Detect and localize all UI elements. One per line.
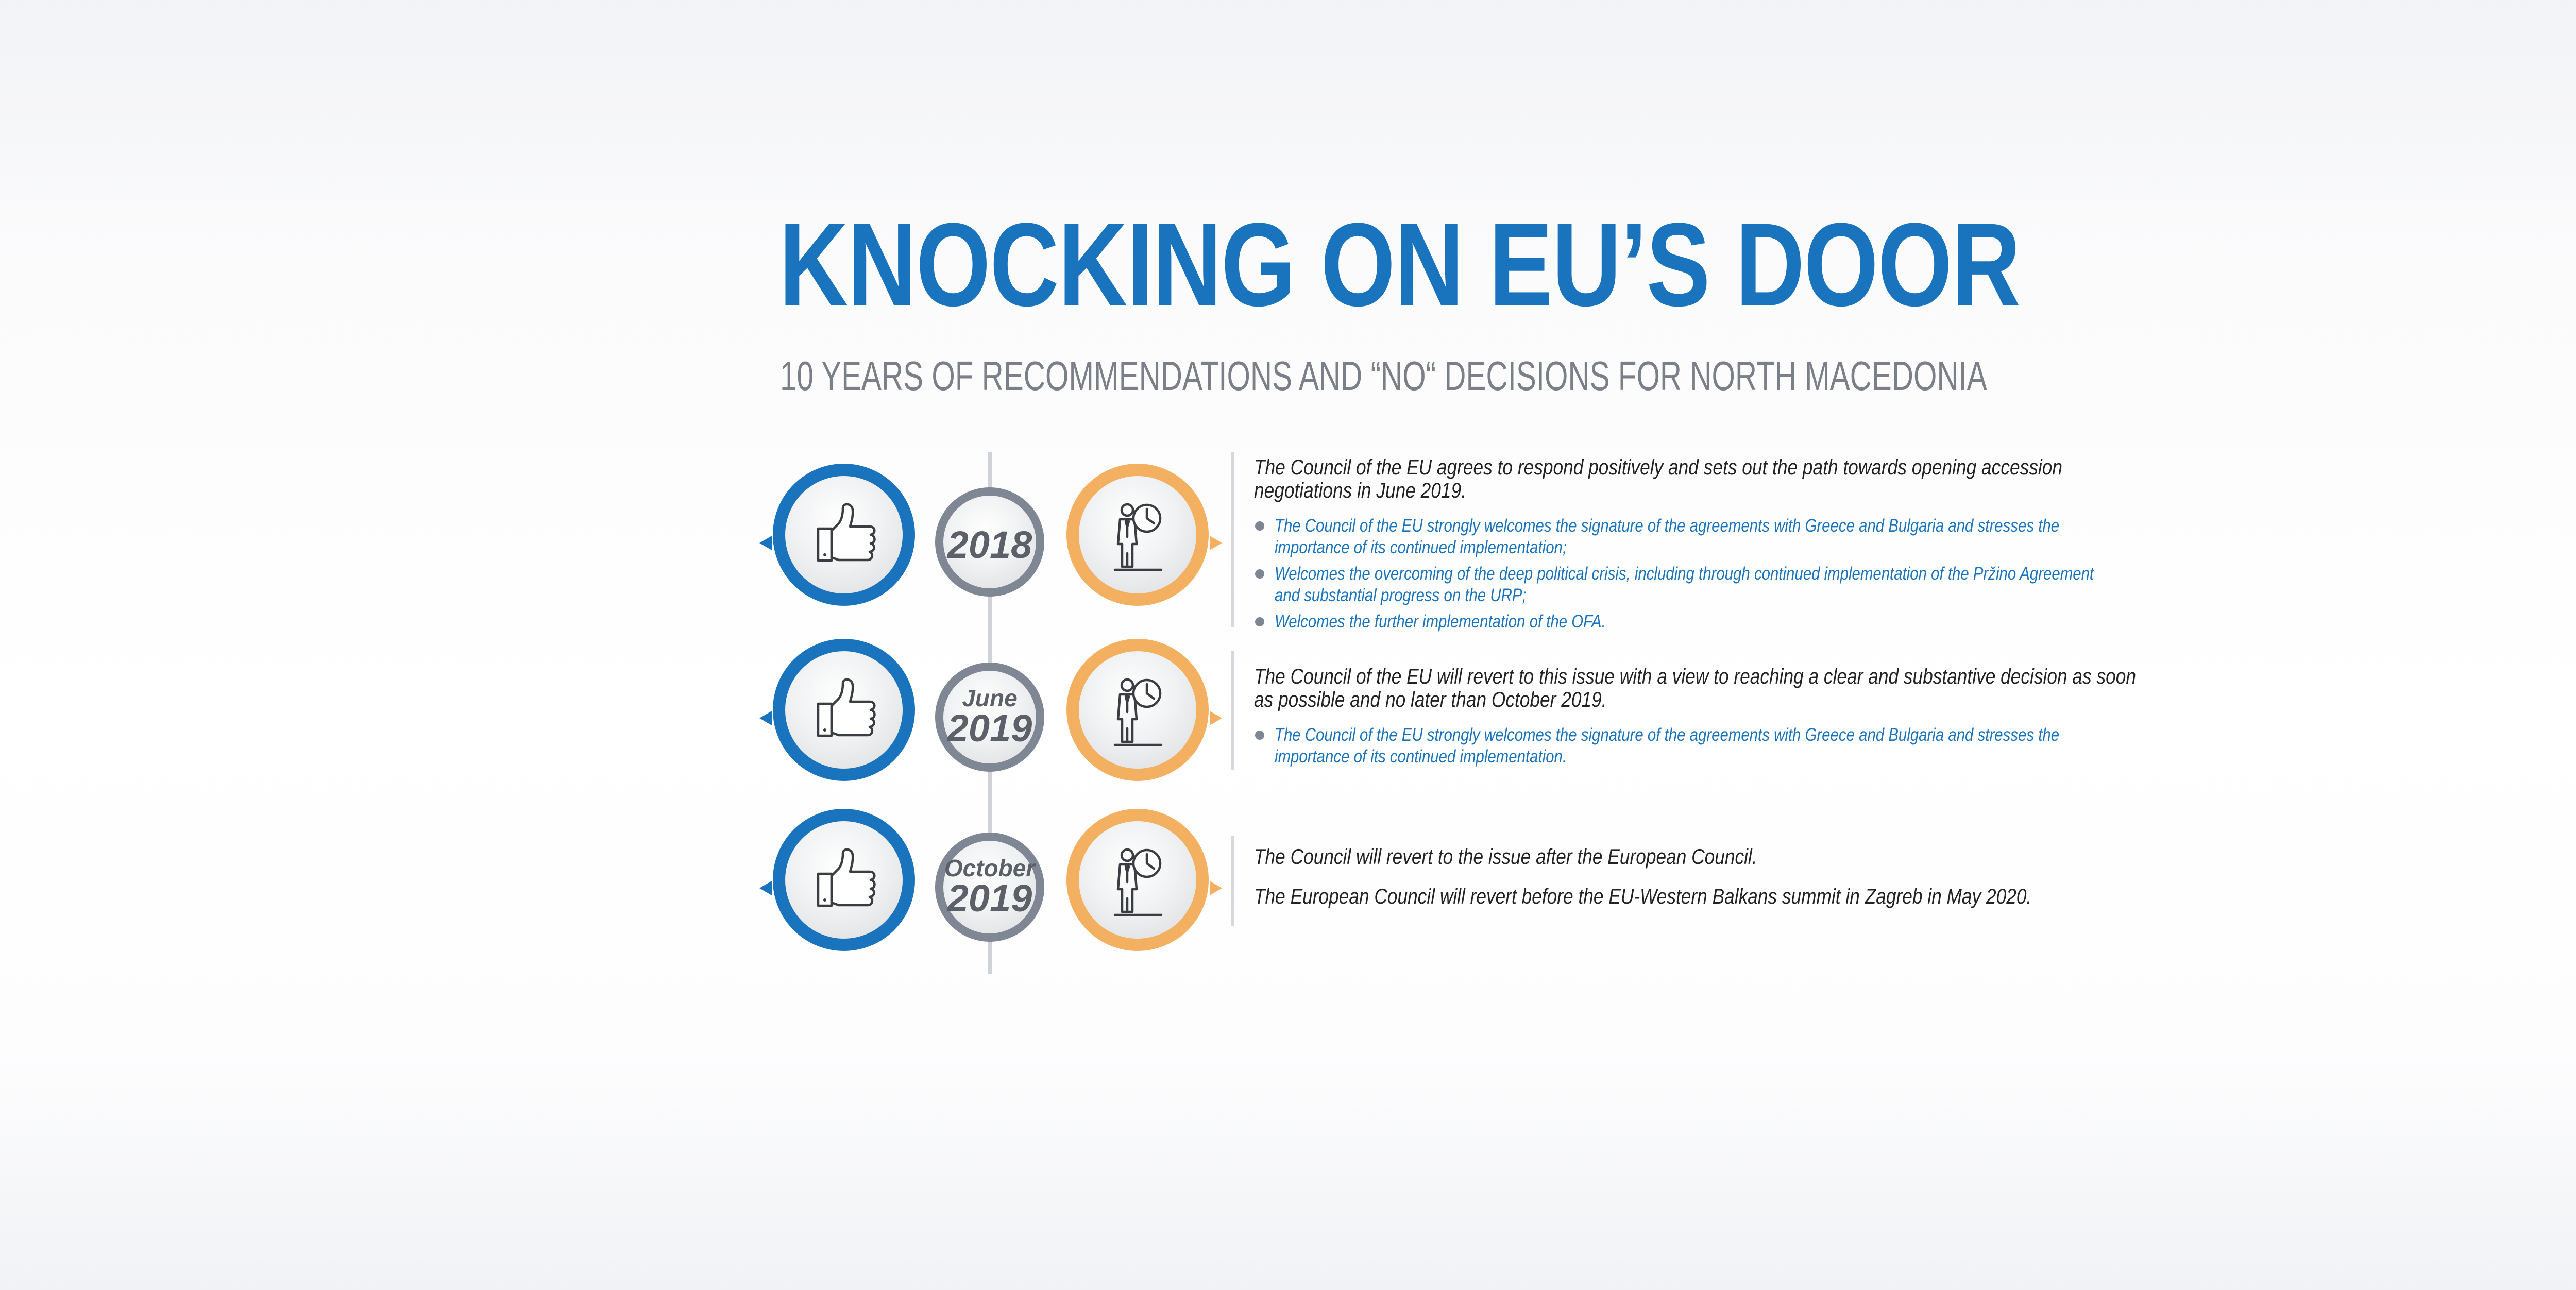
person-clock-icon bbox=[1066, 809, 1209, 951]
divider bbox=[1231, 452, 1234, 627]
year-badge-2018 bbox=[935, 487, 1044, 597]
year-label: 2019 bbox=[947, 707, 1032, 750]
bullet-dot bbox=[1255, 731, 1264, 740]
list-item bbox=[1254, 724, 2161, 768]
page-title: KNOCKING ON EU’S DOOR bbox=[779, 198, 2020, 331]
bullet-dot bbox=[1255, 521, 1264, 531]
thumbs-up-icon bbox=[773, 639, 915, 781]
person-clock-icon bbox=[1066, 639, 1209, 781]
person-clock-icon bbox=[1066, 464, 1209, 606]
entry-2018-text bbox=[1254, 455, 2161, 637]
bullet-dot bbox=[1255, 617, 1264, 626]
year-badge-october-2019 bbox=[935, 833, 1044, 942]
thumbs-up-icon bbox=[773, 809, 915, 951]
month-label: June bbox=[962, 685, 1018, 711]
bullet-list bbox=[1254, 724, 2161, 768]
year-label: 2018 bbox=[947, 523, 1032, 566]
divider bbox=[1231, 651, 1234, 770]
list-item bbox=[1254, 611, 2161, 633]
bullet-text: Welcomes the overcoming of the deep political crisis, including through continued implementation of the Pržino Agreement and substantial progress on the URP; bbox=[1275, 564, 2094, 605]
bullet-dot bbox=[1255, 569, 1264, 579]
divider bbox=[1231, 836, 1234, 926]
year-label: 2019 bbox=[947, 877, 1032, 920]
year-badge-june-2019 bbox=[935, 663, 1044, 772]
bullet-text: Welcomes the further implementation of the OFA. bbox=[1275, 612, 1606, 632]
bullet-list bbox=[1254, 515, 2161, 633]
thumbs-up-icon bbox=[773, 464, 915, 606]
entry-june-2019-text bbox=[1254, 665, 2161, 772]
list-item bbox=[1254, 563, 2161, 606]
entry-october-2019-text bbox=[1254, 845, 2161, 908]
entry-paragraph: The Council of the EU agrees to respond positively and sets out the path towards opening accession negotiations in June 2019. bbox=[1254, 455, 2062, 502]
entry-paragraph: The European Council will revert before the EU-Western Balkans summit in Zagreb in May 2020. bbox=[1254, 884, 2032, 908]
month-label: October bbox=[944, 855, 1036, 881]
entry-paragraph: The Council will revert to the issue after the European Council. bbox=[1254, 844, 1757, 869]
page-subtitle: 10 YEARS OF RECOMMENDATIONS AND “NO“ DECISIONS FOR NORTH MACEDONIA bbox=[780, 353, 1987, 399]
bullet-text: The Council of the EU strongly welcomes the signature of the agreements with Greece and Bulgaria and stresses the importance of its continued implementation. bbox=[1275, 725, 2060, 767]
bullet-text: The Council of the EU strongly welcomes the signature of the agreements with Greece and Bulgaria and stresses the importance of its continued implementation; bbox=[1275, 516, 2060, 557]
entry-paragraph: The Council of the EU will revert to this issue with a view to reaching a clear and substantive decision as soon as possible and no later than October 2019. bbox=[1254, 664, 2136, 711]
list-item bbox=[1254, 515, 2161, 558]
